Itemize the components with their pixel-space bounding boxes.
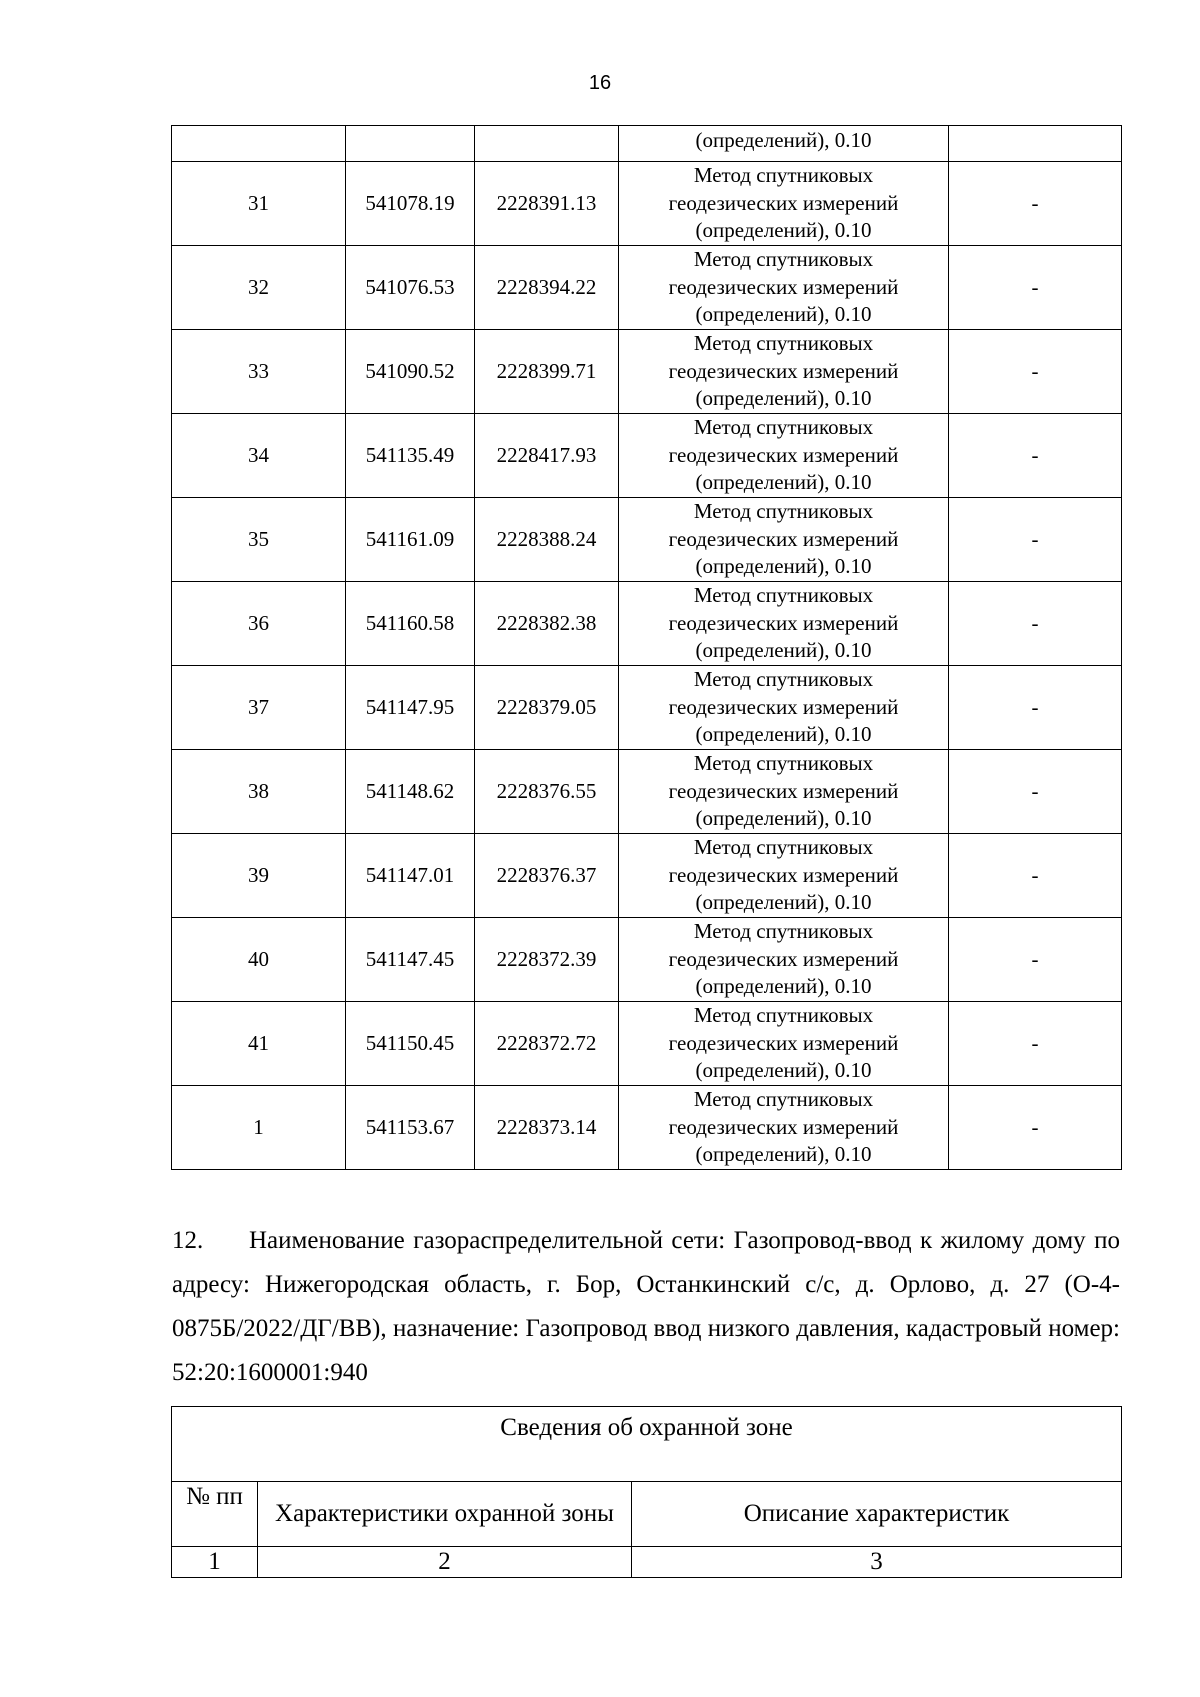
point-number-cell: 41 [172, 1002, 346, 1086]
y-coordinate-cell: 2228388.24 [475, 498, 619, 582]
point-number-cell: 35 [172, 498, 346, 582]
x-coordinate-cell: 541153.67 [346, 1086, 475, 1170]
header-characteristics: Характеристики охранной зоны [258, 1482, 632, 1547]
header-description: Описание характеристик [632, 1482, 1122, 1547]
method-line: геодезических измерений [668, 442, 899, 467]
method-cell [619, 834, 949, 918]
y-coordinate-cell: 2228379.05 [475, 666, 619, 750]
note-cell: - [949, 1086, 1122, 1170]
x-coordinate-cell: 541150.45 [346, 1002, 475, 1086]
method-line: геодезических измерений [668, 610, 899, 635]
table-row [172, 414, 1122, 498]
method-line: Метод спутниковых [693, 331, 874, 356]
method-line: Метод спутниковых [693, 499, 874, 524]
y-coordinate-cell: 2228373.14 [475, 1086, 619, 1170]
method-line: геодезических измерений [668, 778, 899, 803]
method-cell [619, 330, 949, 414]
method-line: геодезических измерений [668, 694, 899, 719]
method-cell [619, 1086, 949, 1170]
table-row [172, 1547, 1122, 1578]
section-number: 12. [172, 1227, 204, 1254]
method-cell [619, 414, 949, 498]
method-cell [619, 666, 949, 750]
table-row [172, 1002, 1122, 1086]
table-row [172, 750, 1122, 834]
x-coordinate-cell: 541161.09 [346, 498, 475, 582]
column-number-1: 1 [172, 1547, 258, 1578]
method-line: геодезических измерений [668, 1030, 899, 1055]
column-number-2: 2 [258, 1547, 632, 1578]
method-cell [619, 246, 949, 330]
table-row [172, 834, 1122, 918]
method-cell: (определений), 0.10 [619, 126, 949, 162]
note-cell: - [949, 414, 1122, 498]
point-number-cell: 33 [172, 330, 346, 414]
x-coordinate-cell: 541147.01 [346, 834, 475, 918]
x-coordinate-cell: 541147.95 [346, 666, 475, 750]
x-coordinate-cell: 541078.19 [346, 162, 475, 246]
point-number-cell: 40 [172, 918, 346, 1002]
note-cell: - [949, 498, 1122, 582]
header-number: № пп [172, 1482, 258, 1547]
y-coordinate-cell: 2228372.39 [475, 918, 619, 1002]
column-number-3: 3 [632, 1547, 1122, 1578]
method-line: (определений), 0.10 [695, 722, 872, 747]
x-coordinate-cell: 541076.53 [346, 246, 475, 330]
y-coordinate-cell: 2228417.93 [475, 414, 619, 498]
y-coordinate-cell: 2228382.38 [475, 582, 619, 666]
point-number-cell [172, 126, 346, 162]
y-coordinate-cell: 2228376.55 [475, 750, 619, 834]
point-number-cell: 37 [172, 666, 346, 750]
method-line: (определений), 0.10 [695, 386, 872, 411]
note-cell: - [949, 1002, 1122, 1086]
table-row [172, 666, 1122, 750]
method-line: (определений), 0.10 [695, 1058, 872, 1083]
point-number-cell: 36 [172, 582, 346, 666]
method-line: Метод спутниковых [693, 415, 874, 440]
page-number: 16 [588, 72, 612, 94]
table-row [172, 246, 1122, 330]
note-cell: - [949, 834, 1122, 918]
y-coordinate-cell [475, 126, 619, 162]
note-cell: - [949, 666, 1122, 750]
method-line: (определений), 0.10 [695, 806, 872, 831]
table-row [172, 498, 1122, 582]
y-coordinate-cell: 2228391.13 [475, 162, 619, 246]
x-coordinate-cell: 541147.45 [346, 918, 475, 1002]
method-line: геодезических измерений [668, 526, 899, 551]
method-line: Метод спутниковых [693, 1003, 874, 1028]
x-coordinate-cell: 541090.52 [346, 330, 475, 414]
method-line: геодезических измерений [668, 358, 899, 383]
method-cell [619, 1002, 949, 1086]
method-line: геодезических измерений [668, 1114, 899, 1139]
table-row [172, 918, 1122, 1002]
method-line: Метод спутниковых [693, 247, 874, 272]
method-line: (определений), 0.10 [695, 302, 872, 327]
y-coordinate-cell: 2228399.71 [475, 330, 619, 414]
point-number-cell: 31 [172, 162, 346, 246]
method-line: геодезических измерений [668, 946, 899, 971]
note-cell: - [949, 246, 1122, 330]
coordinates-table [171, 125, 1122, 1170]
table-row [172, 582, 1122, 666]
method-line: (определений), 0.10 [695, 638, 872, 663]
x-coordinate-cell: 541160.58 [346, 582, 475, 666]
note-cell: - [949, 750, 1122, 834]
point-number-cell: 38 [172, 750, 346, 834]
y-coordinate-cell: 2228376.37 [475, 834, 619, 918]
y-coordinate-cell: 2228394.22 [475, 246, 619, 330]
zone-table-title: Сведения об охранной зоне [172, 1407, 1122, 1482]
x-coordinate-cell: 541148.62 [346, 750, 475, 834]
section-text: Наименование газораспределительной сети: Газопровод-ввод к жилому дому по адресу: Нижегородская область, г. Бор, Останкинский с/с, д. Орлово, д. 27 (О-4-0875Б/2022/ДГ/ВВ), назначение: Газопровод ввод низкого давления, кадастровый номер: 52:20:1600001:940 [172, 1227, 1120, 1386]
method-line: (определений), 0.10 [695, 218, 872, 243]
table-row [172, 126, 1122, 162]
point-number-cell: 1 [172, 1086, 346, 1170]
table-row [172, 1407, 1122, 1482]
point-number-cell: 34 [172, 414, 346, 498]
method-line: геодезических измерений [668, 274, 899, 299]
method-line: Метод спутниковых [693, 835, 874, 860]
method-cell [619, 498, 949, 582]
point-number-cell: 39 [172, 834, 346, 918]
method-line: Метод спутниковых [693, 919, 874, 944]
method-cell [619, 582, 949, 666]
x-coordinate-cell: 541135.49 [346, 414, 475, 498]
method-line: (определений), 0.10 [695, 974, 872, 999]
method-line: геодезических измерений [668, 862, 899, 887]
note-cell: - [949, 582, 1122, 666]
note-cell: - [949, 918, 1122, 1002]
note-cell [949, 126, 1122, 162]
note-cell: - [949, 162, 1122, 246]
method-line: Метод спутниковых [693, 1087, 874, 1112]
method-line: (определений), 0.10 [695, 470, 872, 495]
method-line: Метод спутниковых [693, 667, 874, 692]
y-coordinate-cell: 2228372.72 [475, 1002, 619, 1086]
x-coordinate-cell [346, 126, 475, 162]
table-row [172, 1086, 1122, 1170]
point-number-cell: 32 [172, 246, 346, 330]
method-line: Метод спутниковых [693, 751, 874, 776]
method-line: Метод спутниковых [693, 583, 874, 608]
method-line: (определений), 0.10 [695, 1142, 872, 1167]
method-line: (определений), 0.10 [695, 554, 872, 579]
method-cell [619, 162, 949, 246]
table-row [172, 162, 1122, 246]
method-cell [619, 750, 949, 834]
note-cell: - [949, 330, 1122, 414]
table-row [172, 330, 1122, 414]
method-line: (определений), 0.10 [695, 890, 872, 915]
method-line: геодезических измерений [668, 190, 899, 215]
method-line: Метод спутниковых [693, 163, 874, 188]
method-cell [619, 918, 949, 1002]
protection-zone-table [171, 1406, 1122, 1578]
table-row [172, 1482, 1122, 1547]
section-paragraph [172, 1219, 1120, 1395]
